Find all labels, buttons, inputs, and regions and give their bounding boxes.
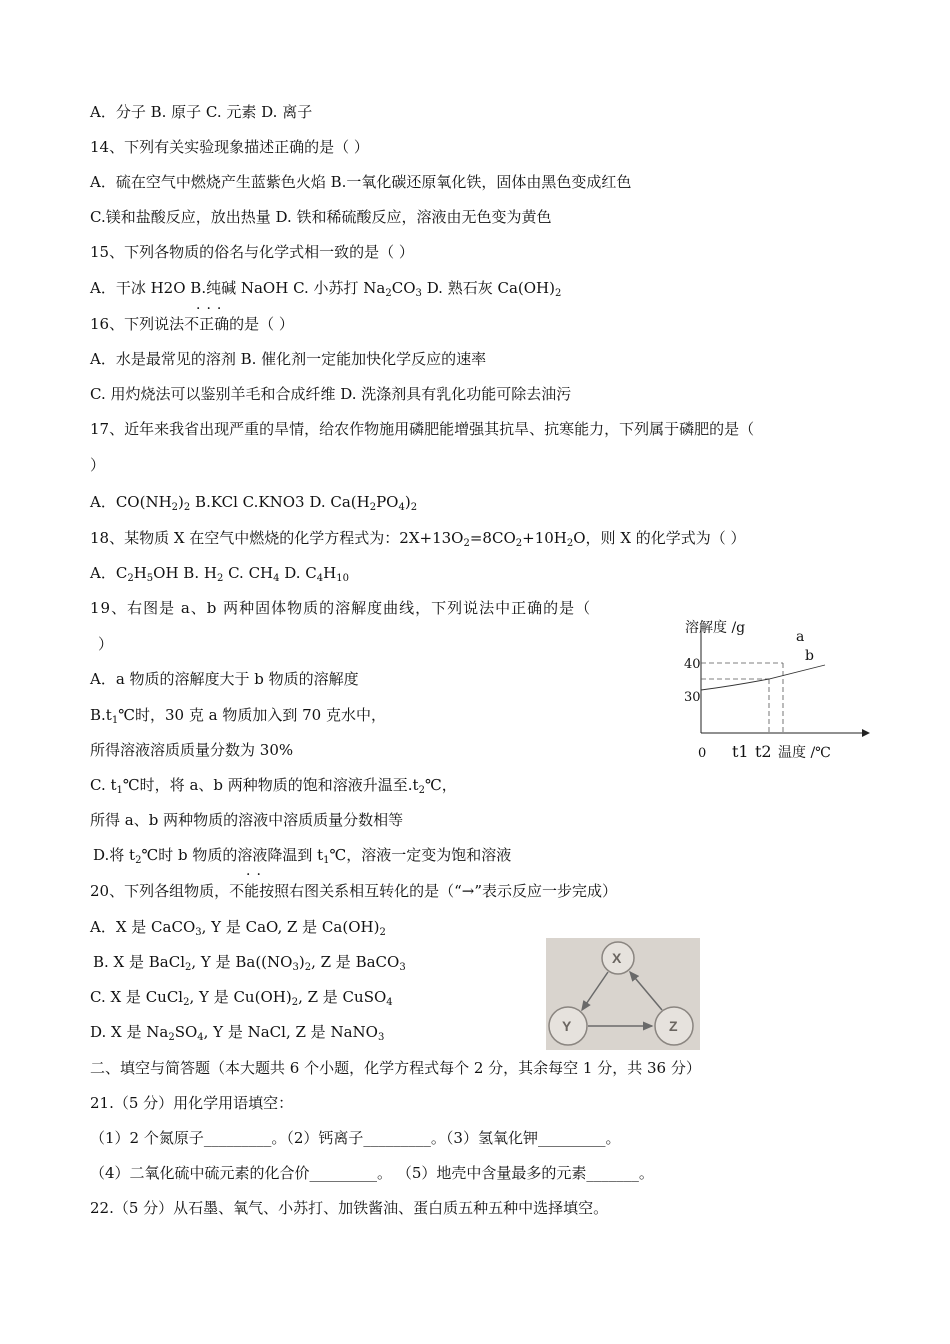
series-label-b: b [805,648,814,664]
x-tick-t1: t1 [732,742,749,761]
emphasis-dots: ··· [196,301,228,317]
x-axis-label: 温度 /℃ [778,745,831,761]
q19-option-d: D.将 $t_2℃$时 b 物质的溶液降温到 $t_1℃$，溶液一定变为饱和溶液 [93,846,512,866]
q19-stem-end: ） [98,635,114,653]
q21-stem: 21.（5 分）用化学用语填空： [90,1094,294,1112]
q16-stem: 16、下列说法不正确的是（ ） [90,315,294,333]
y-axis-label: 溶解度 /g [685,620,746,636]
q21-blanks-2: （4）二氧化硫中硫元素的化合价_________。 （5）地壳中含量最多的元素_______。 [90,1164,654,1182]
xyz-cycle-photo [546,938,700,1050]
q22-stem: 22.（5 分）从石墨、氧气、小苏打、加铁酱油、蛋白质五种五种中选择填空。 [90,1199,609,1217]
q19-option-c-cont: 所得 a、b 两种物质的溶液中溶质质量分数相等 [90,811,404,829]
emphasis-dots: ·· [246,867,267,883]
y-tick-40: 40 [684,657,701,672]
origin-label: 0 [698,746,707,761]
q20-option-c: C. X 是 CuCl$_2$, Y 是 $Cu(OH)_2$, Z 是 CuSO$_4$ [90,988,393,1008]
q14-stem: 14、下列有关实验现象描述正确的是（ ） [90,138,369,156]
q16-options-cd: C. 用灼烧法可以鉴别羊毛和合成纤维 D. 洗涤剂具有乳化功能可除去油污 [90,385,572,403]
series-label-a: a [796,629,805,645]
node-y-label: Y [562,1018,572,1034]
node-z-label: Z [669,1018,678,1034]
section-2-heading: 二、填空与简答题（本大题共 6 个小题，化学方程式每个 2 分，其余每空 1 分，共 36 分） [90,1059,701,1077]
q14-options-ab: A．硫在空气中燃烧产生蓝紫色火焰 B.一氧化碳还原氧化铁，固体由黑色变成红色 [90,173,632,191]
q20-option-b: B. X 是 BaCl$_2$, Y 是 $Ba((NO_3)_2$, Z 是 BaCO$_3$ [93,953,406,973]
q21-blanks-1: （1）2 个氮原子_________。（2）钙离子_________。（3）氢氧化钾_________。 [90,1129,621,1147]
xyz-cycle-diagram [546,938,700,1050]
x-tick-t2: t2 [755,742,772,761]
node-x-label: X [612,950,622,966]
arrow-z-to-x [630,972,662,1010]
solubility-chart [672,612,872,762]
q19-option-c: C. $t_1℃$时，将 a、b 两种物质的饱和溶液升温至$.t_2℃$， [90,776,457,796]
q20-stem: 20、下列各组物质，不能按照右图关系相互转化的是（“→”表示反应一步完成） [90,882,617,900]
q16-options-ab: A．水是最常见的溶剂 B. 催化剂一定能加快化学反应的速率 [90,350,487,368]
y-tick-30: 30 [684,690,701,705]
solubility-curve [701,665,825,690]
q17-options: A．$CO(NH_2)_2$ B.KCl C.KNO3 D. $Ca(H_2PO_4)_2$ [90,493,418,513]
q19-option-b-cont: 所得溶液溶质质量分数为 30% [90,741,294,759]
q14-options-cd: C.镁和盐酸反应，放出热量 D. 铁和稀硫酸反应，溶液由无色变为黄色 [90,208,552,226]
q15-stem: 15、下列各物质的俗名与化学式相一致的是（ ） [90,243,414,261]
q19-stem: 19、右图是 a、b 两种固体物质的溶解度曲线，下列说法中正确的是（ [90,599,592,617]
q17-stem-end: ） [90,456,106,474]
q13-options: A．分子 B. 原子 C. 元素 D. 离子 [90,103,313,121]
q19-option-a: A．a 物质的溶解度大于 b 物质的溶解度 [90,670,359,688]
x-axis-arrow [862,729,870,737]
q18-options: A．$C_2H_5OH$ B. $H_2$ C. $CH_4$ D. $C_4H_{10}$ [90,564,349,584]
q18-stem: 18、某物质 X 在空气中燃烧的化学方程式为：$2X+13O_2=8CO_2+10H_2O$，则 X 的化学式为（ ） [90,529,746,549]
q20-option-a: A．X 是 CaCO$_3$, Y 是 CaO, Z 是 $Ca(OH)_2$ [90,918,386,938]
q20-option-d: D. X 是 $Na_2SO_4$, Y 是 NaCl, Z 是 NaNO$_3$ [90,1023,385,1043]
q19-option-b: $B.t_1℃$时，30 克 a 物质加入到 70 克水中， [90,706,386,726]
q15-options: A．干冰 H2O B.纯碱 NaOH C. 小苏打 $Na_2CO_3$ D. 熟石灰 $Ca(OH)_2$ [90,279,562,299]
arrow-x-to-y [582,972,608,1010]
q17-stem: 17、近年来我省出现严重的旱情，给农作物施用磷肥能增强其抗旱、抗寒能力，下列属于磷肥的是（ [90,420,755,438]
